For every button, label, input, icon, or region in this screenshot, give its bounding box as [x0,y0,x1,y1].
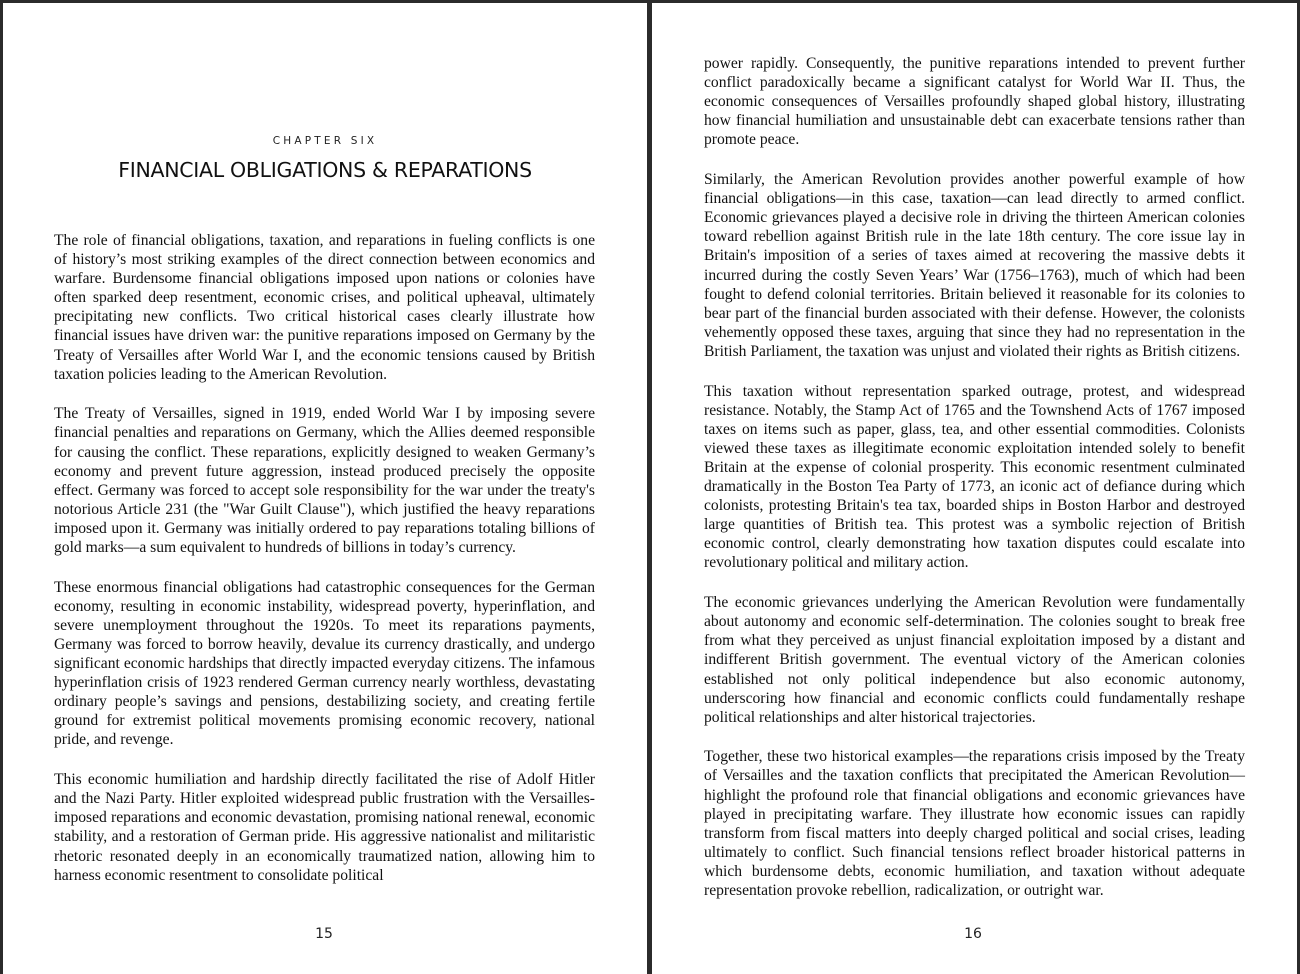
paragraph: Together, these two historical examples—the reparations crisis imposed by the Treaty of Versailles and the taxation conflicts that precipitated the American Revolution—highlight the profound role that financial obligations and economic grievances have played in precipitating warfare. They illustrate how economic issues can rapidly transform from fiscal matters into deeply charged political and social crises, leading ultimately to conflict. Such financial tensions reflect broader historical patterns in which burdensome debts, economic humiliation, and taxation without adequate representation provoke rebellion, radicalization, or outright war. [704,748,1245,900]
page-number-left: 15 [315,926,333,942]
paragraph: This taxation without representation sparked outrage, protest, and widespread resistance. Notably, the Stamp Act of 1765 and the Townshend Acts of 1767 imposed taxes on items such as paper, glass, tea, and other essential commodities. Colonists viewed these taxes as illegitimate economic exploitation intended solely to benefit Britain at the expense of colonial prosperity. This economic resentment culminated dramatically in the Boston Tea Party of 1773, an iconic act of defiance during which colonists, protesting Britain's tea tax, boarded ships in Boston Harbor and destroyed large quantities of British tea. This protest was a symbolic rejection of British economic control, clearly demonstrating how taxation disputes could escalate into revolutionary political and military action. [704,382,1245,572]
chapter-title: FINANCIAL OBLIGATIONS & REPARATIONS [118,158,532,182]
paragraph: The economic grievances underlying the American Revolution were fundamentally about autonomy and economic self-determination. The colonies sought to break free from what they perceived as unjust financial exploitation imposed by a distant and indifferent British government. The eventual victory of the American colonies established not only political independence but also economic autonomy, underscoring how financial and economic conflicts could fundamentally reshape political relationships and alter historical trajectories. [704,594,1245,726]
chapter-label: CHAPTER SIX [272,135,378,147]
paragraph: The role of financial obligations, taxation, and reparations in fueling conflicts is one of history’s most striking examples of the direct connection between economics and warfare. Burdensome financial obligations imposed upon nations or colonies have often sparked deep resentment, economic crises, and political upheaval, ultimately precipitating new conflicts. Two critical historical cases clearly illustrate how financial issues have driven war: the punitive reparations imposed on Germany by the Treaty of Versailles after World War I, and the economic tensions caused by British taxation policies leading to the American Revolution. [54,232,595,383]
paragraph: These enormous financial obligations had catastrophic consequences for the German economy, resulting in economic instability, widespread poverty, hyperinflation, and severe unemployment throughout the 1920s. To meet its reparations payments, Germany was forced to borrow heavily, devalue its currency drastically, and undergo significant economic hardships that directly impacted everyday citizens. The infamous hyperinflation crisis of 1923 rendered German currency nearly worthless, devastating ordinary people’s savings and pensions, destabilizing society, and creating fertile ground for extremist political movements promising economic recovery, national pride, and revenge. [54,578,595,749]
paragraph: This economic humiliation and hardship directly facilitated the rise of Adolf Hitler and the Nazi Party. Hitler exploited widespread public frustration with the Versailles-imposed reparations and economic devastation, promising national renewal, economic stability, and a restoration of German pride. His aggressive nationalist and militaristic rhetoric resonated deeply in an economically traumatized nation, allowing him to harness economic resentment to consolidate political [54,771,595,884]
right-page-body [704,54,1245,921]
paragraph: The Treaty of Versailles, signed in 1919, ended World War I by imposing severe financial penalties and reparations on Germany, which the Allies deemed responsible for causing the conflict. These reparations, explicitly designed to weaken Germany’s economy and prevent future aggression, instead produced precisely the opposite effect. Germany was forced to accept sole responsibility for the war under the treaty's notorious Article 231 (the "War Guilt Clause"), which justified the heavy reparations imposed upon it. Germany was initially ordered to pay reparations totaling billions of gold marks—a sum equivalent to hundreds of billions in today’s currency. [54,405,595,556]
page-number-right: 16 [964,926,982,942]
paragraph: Similarly, the American Revolution provides another powerful example of how financial obligations—in this case, taxation—can lead directly to armed conflict. Economic grievances played a decisive role in driving the thirteen American colonies toward rebellion against British rule in the late 18th century. The core issue lay in Britain's imposition of a series of taxes aimed at recovering the massive debts it incurred during the costly Seven Years’ War (1756–1763), much of which had been fought to defend colonial territories. Britain believed it reasonable for its colonies to bear part of the financial burden associated with their defense. However, the colonists vehemently opposed these taxes, arguing that since they had no representation in the British Parliament, the taxation was unjust and violated their rights as British citizens. [704,171,1245,360]
left-page [3,0,647,974]
paragraph: power rapidly. Consequently, the punitive reparations intended to prevent further conflict paradoxically became a significant catalyst for World War II. Thus, the economic consequences of Versailles profoundly shaped global history, illustrating how financial humiliation and unsustainable debt can exacerbate tensions rather than promote peace. [704,55,1245,149]
left-page-body [54,231,595,905]
right-page [652,0,1297,974]
